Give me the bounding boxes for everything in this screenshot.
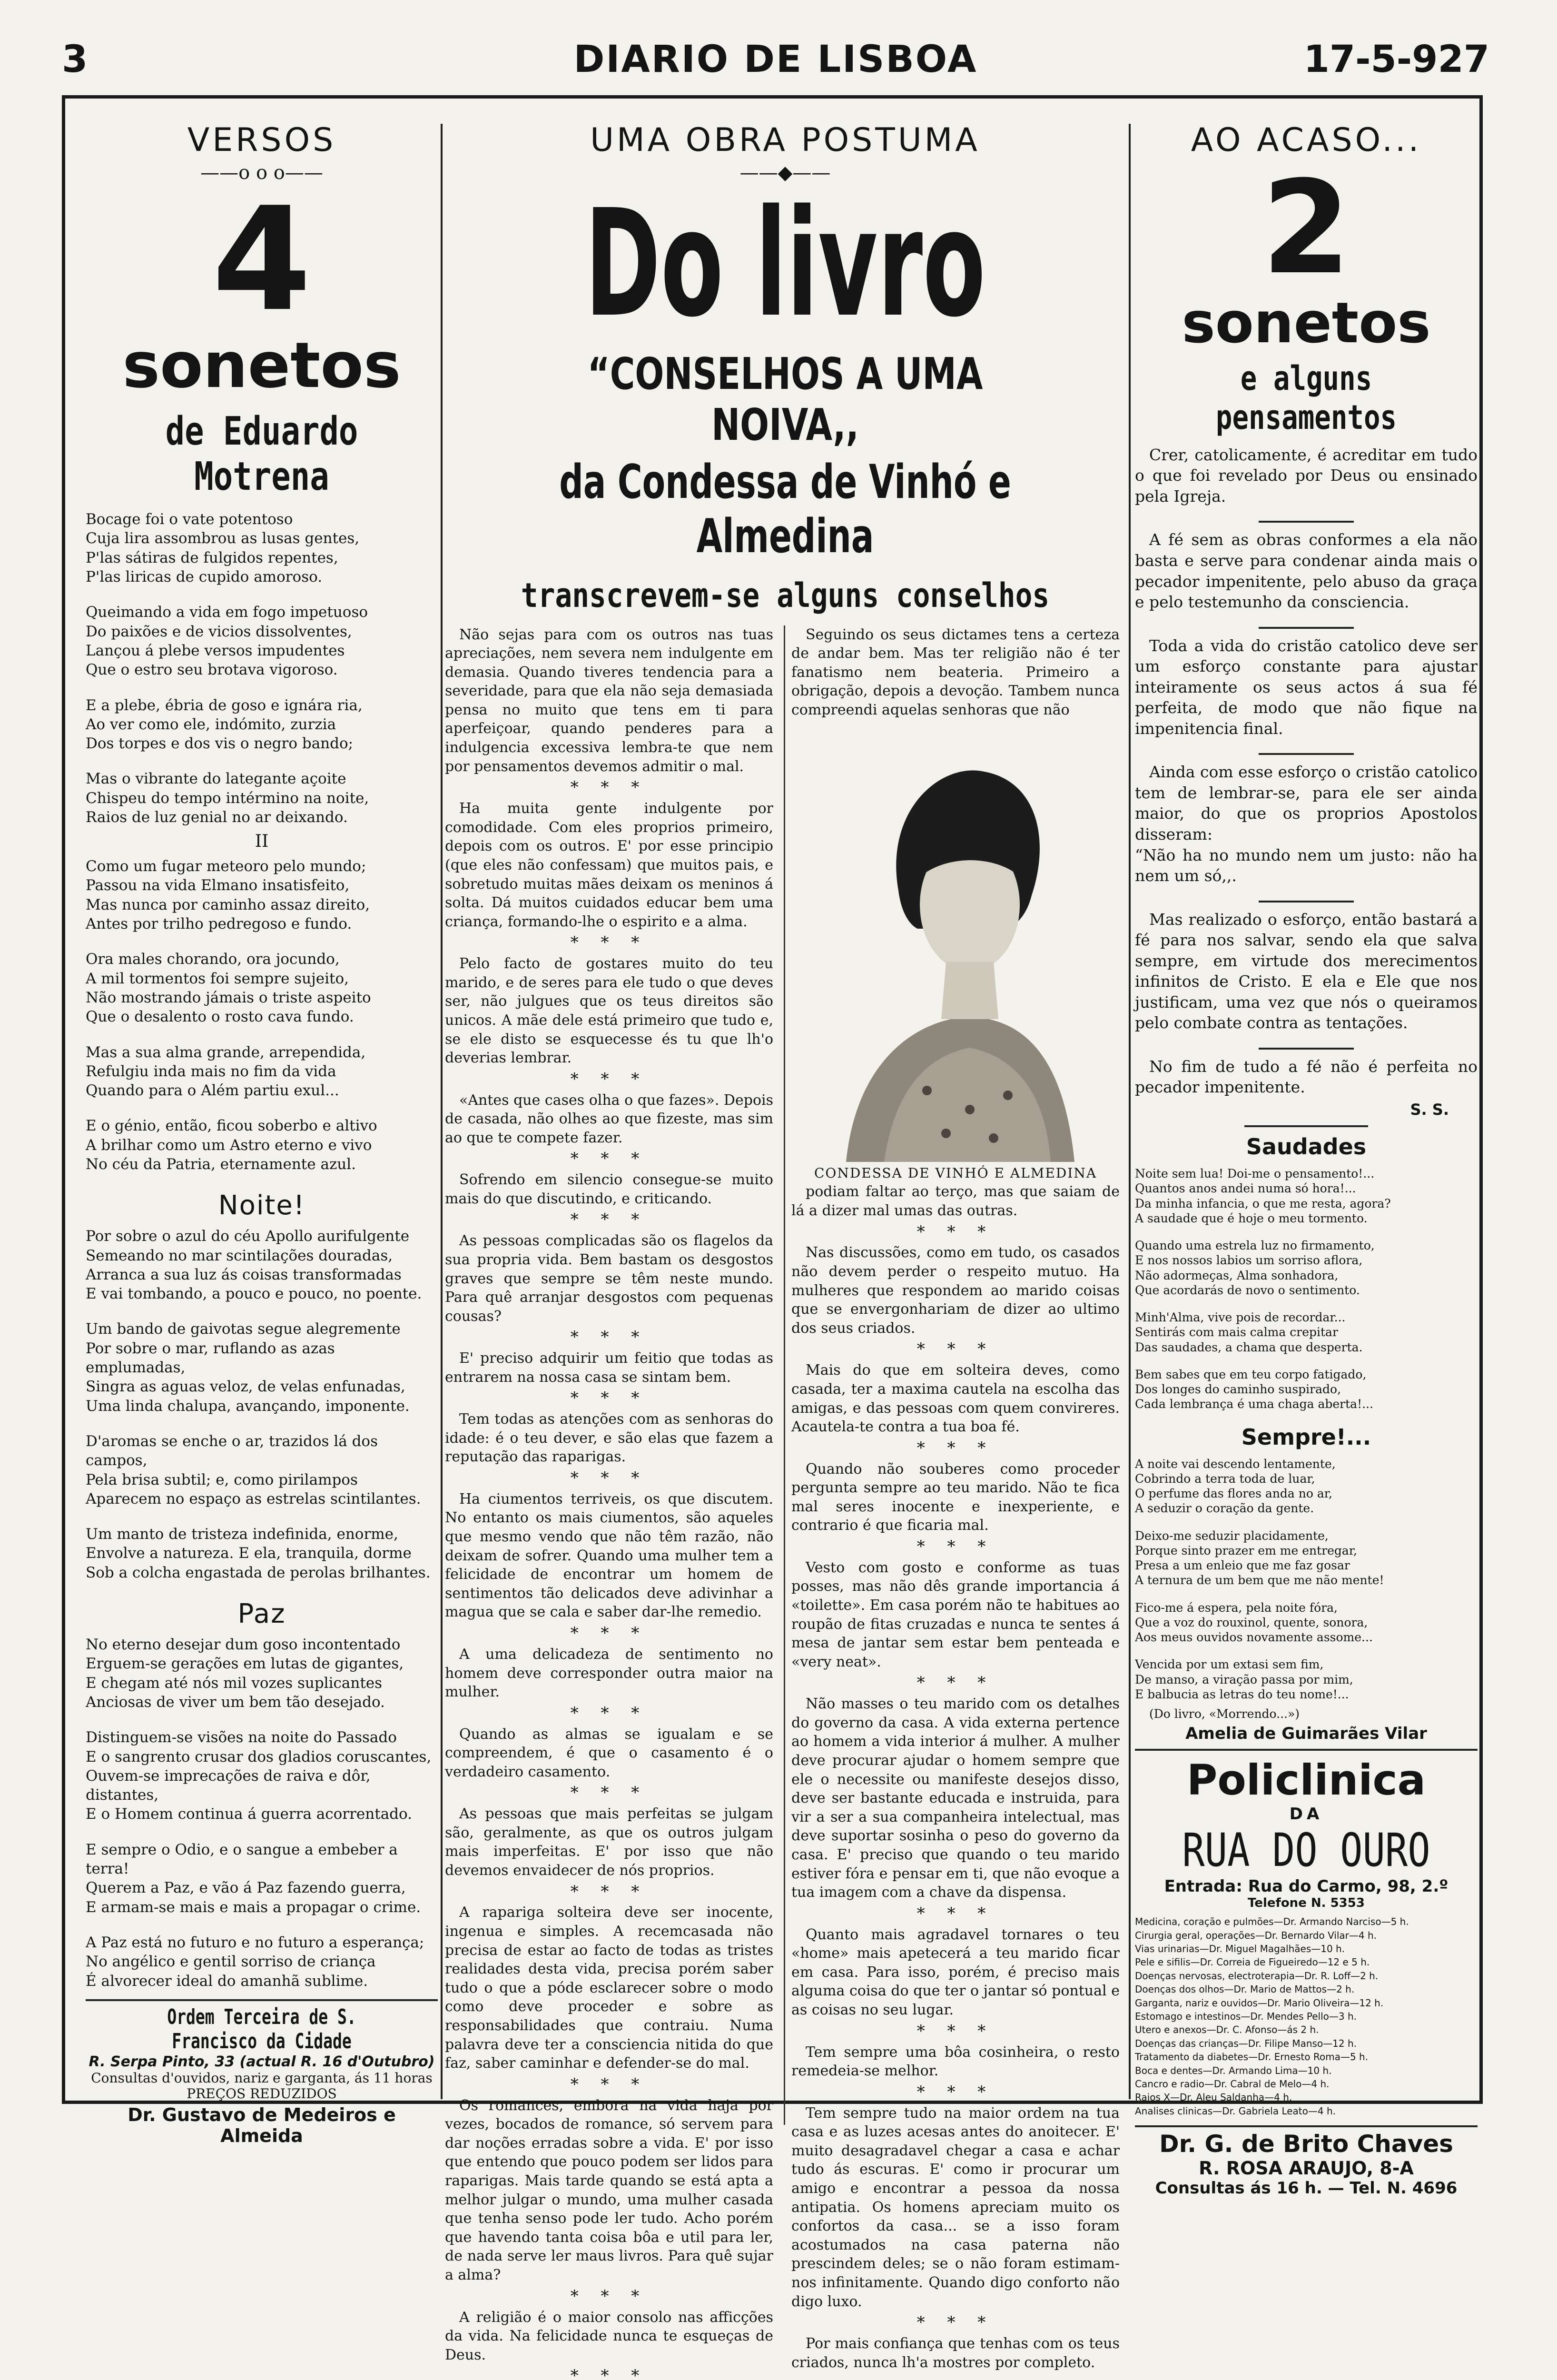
stanza: No eterno desejar dum goso incontentado Erguem-se gerações em lutas de gigantes, E chegam até nós mil vozes suplicantes Anciosas de viver um bem tão desejado. <box>86 1635 438 1712</box>
paragraph: Não sejas para com os outros nas tuas apreciações, nem severa nem indulgente em demasia. Quando tiveres tendencia para a severidade, para que ela não seja demasiada pensa no muito que tens em ti para aperfeiçoar, quando penderes para a indulgencia excessiva lembra-te que nem por pensamentos devemos admitir o mal. <box>445 625 773 776</box>
paragraph: Tem todas as atenções com as senhoras do idade: é o teu dever, e são elas que fazem a reputação das raparigas. <box>445 1410 773 1467</box>
paragraph: As pessoas que mais perfeitas se julgam são, geralmente, as que os outros julgam mais imperfeitas. E' por isso que não devemos envaidecer de nós proprios. <box>445 1805 773 1880</box>
article-column-a <box>445 625 773 2380</box>
separator: * * * <box>445 1327 773 1348</box>
paragraph: Toda a vida do cristão catolico deve ser um esforço constante para ajustar inteiramente os seus actos á sua fé perfeita, de modo que não fique na impenitencia final. <box>1135 635 1478 739</box>
masthead <box>62 33 1489 86</box>
stanza: E o génio, então, ficou soberbo e altivo A brilhar como um Astro eterno e vivo No céu da Patria, eternamente azul. <box>86 1116 438 1174</box>
separator: * * * <box>791 1438 1120 1459</box>
separator: * * * <box>445 2074 773 2095</box>
ordem-terceira-ad <box>86 1999 438 2146</box>
paragraph: Quando as almas se igualam e se compreendem, é que o casamento é o verdadeiro casamento. <box>445 1725 773 1782</box>
paragraph: As pessoas complicadas são os flagelos da sua propria vida. Bem bastam os desgostos graves que sempre se têm neste mundo. Para quê arranjar desgostos com pequenas cousas? <box>445 1231 773 1326</box>
article-body <box>445 625 1125 2125</box>
right-kicker: AO ACASO... <box>1135 121 1478 159</box>
left-kicker: VERSOS <box>86 121 438 159</box>
left-author: de Eduardo Motrena <box>118 409 406 499</box>
sempre-title: Sempre!... <box>1135 1424 1478 1450</box>
brito-hours: Consultas ás 16 h. — Tel. N. 4696 <box>1135 2179 1478 2198</box>
column-rule-left <box>441 124 443 2099</box>
paragraph: Tem sempre uma bôa cosinheira, o resto remedeia-se melhor. <box>791 2043 1120 2081</box>
paragraph: Não masses o teu marido com os detalhes do governo da casa. A vida externa pertence ao homem a vida interior á mulher. A mulher deve procurar ajudar o homem sempre que ele o necessite ou manifeste desejos disso, deve ser bastante educada e instruida, para vir a ser a sua companheira intelectual, mas deve suportar sosinha o peso do governo da casa. E' preciso que quando o teu marido estiver fóra e pensar em ti, que não evoque a tua imagem com a chave da dispensa. <box>791 1695 1120 1902</box>
paragraph: Nas discussões, como em tudo, os casados não devem perder o respeito mutuo. Ha mulheres que respondem ao marido coisas que se envergonhariam de dizer ao ultimo dos seus criados. <box>791 1243 1120 1338</box>
poem-source: (Do livro, «Morrendo...») <box>1149 1706 1478 1721</box>
stanza: Minh'Alma, vive pois de recordar... Sentirás com mais calma crepitar Das saudades, a chama que desperta. <box>1135 1310 1478 1355</box>
portrait-caption: CONDESSA DE VINHÓ E ALMEDINA <box>791 1165 1120 1182</box>
left-sonetos: sonetos <box>86 331 438 400</box>
right-sonetos: sonetos <box>1135 292 1478 354</box>
paragraph: A rapariga solteira deve ser inocente, ingenua e simples. A recemcasada não precisa de estar ao facto de todas as tristes realidades desta vida, precisa porém saber tudo o que a póde esclarecer sobre o modo como deve proceder e sobre as responsabilidades que contraiu. Numa palavra deve ter a consciencia nitida do que faz, saber caminhar e defender-se do mal. <box>445 1903 773 2073</box>
paragraph: Tem sempre tudo na maior ordem na tua casa e as luzes acesas antes do anoitecer. E' muito desagradavel chegar a casa e achar tudo ás escuras. E' como ir procurar um amigo e encontrar a pessoa da nossa antipatia. Os homens apreciam muito os confortos da casa... se a isso foram acostumados na casa paterna não prescindem deles; se o não foram estimam-nos infinitamente. Quando digo conforto não digo luxo. <box>791 2104 1120 2311</box>
list-item: Estomago e intestinos—Dr. Mendes Pello—3 h. <box>1135 2010 1478 2023</box>
poem-bocage <box>86 510 438 1174</box>
countess-portrait <box>827 734 1084 1162</box>
section-numeral: II <box>86 831 438 853</box>
right-subtitle: e alguns pensamentos <box>1166 359 1447 437</box>
stanza: Um bando de gaivotas segue alegremente Por sobre o mar, ruflando as azas emplumadas, Singra as aguas veloz, de velas enfunadas, Uma linda chalupa, avançando, imponente. <box>86 1319 438 1415</box>
paragraph: Ha ciumentos terriveis, os que discutem. No entanto os mais ciumentos, são aqueles que mesmo vendo que não têm razão, não deixam de sofrer. Quando uma mulher tem a felicidade de encontrar um homem de sentimentos tão delicados deve adivinhar a magua que se cala e saber dar-lhe remedio. <box>445 1490 773 1622</box>
stanza: A noite vai descendo lentamente, Cobrindo a terra toda de luar, O perfume das flores anda no ar, A seduzir o coração da gente. <box>1135 1457 1478 1516</box>
stanza: Um manto de tristeza indefinida, enorme, Envolve a natureza. E ela, tranquila, dorme Sob a colcha engastada de perolas brilhantes. <box>86 1525 438 1582</box>
stanza: Distinguem-se visões na noite do Passado E o sangrento crusar dos gladios coruscantes, Ouvem-se imprecações de raiva e dôr, distantes, E o Homem continua á guerra acorrentado. <box>86 1728 438 1824</box>
ad-doctor: Dr. Gustavo de Medeiros e Almeida <box>86 2104 438 2146</box>
separator: * * * <box>445 2286 773 2307</box>
paragraph: Ainda com esse esforço o cristão catolico tem de lembrar-se, para ele ser ainda maior, do que os proprios Apostolos disseram: “Não ha no mundo nem um justo: não ha nem um só,,. <box>1135 762 1478 886</box>
stanza: Bem sabes que em teu corpo fatigado, Dos longes do caminho suspirado, Cada lembrança é uma chaga aberta!... <box>1135 1367 1478 1412</box>
separator: * * * <box>791 1221 1120 1243</box>
right-number: 2 <box>1135 164 1478 292</box>
left-ornament: ——o o o—— <box>86 162 438 184</box>
paragraph: Sofrendo em silencio consegue-se muito mais do que discutindo, e criticando. <box>445 1170 773 1208</box>
main-headline: Do livro <box>574 187 996 342</box>
paragraph: Seguindo os seus dictames tens a certeza de andar bem. Mas ter religião não é ter fanatismo nem beateria. Primeiro a obrigação, depois a devoção. Tambem nunca compreendi aquelas senhoras que não <box>791 625 1120 720</box>
stanza: Como um fugar meteoro pelo mundo; Passou na vida Elmano insatisfeito, Mas nunca por caminho assaz direito, Antes por trilho pedregoso e fundo. <box>86 857 438 933</box>
column-rule-right <box>1129 124 1131 2099</box>
separator: * * * <box>445 1069 773 1090</box>
divider <box>1244 1125 1368 1127</box>
issue-date: 17-5-927 <box>1304 38 1489 81</box>
center-ornament: ——◆—— <box>445 162 1125 184</box>
poem-noite <box>86 1227 438 1582</box>
paragraph: A fé sem as obras conformes a ela não basta e serve para condenar ainda mais o pecador impenitente, pelo abuso da graça e pelo testemunho da consciencia. <box>1135 529 1478 612</box>
separator: * * * <box>445 777 773 798</box>
poem-paz <box>86 1635 438 1991</box>
separator: * * * <box>791 1672 1120 1694</box>
intro-line: transcrevem-se alguns conselhos <box>496 576 1074 615</box>
list-item: Garganta, nariz e ouvidos—Dr. Mario Oliveira—12 h. <box>1135 1996 1478 2010</box>
separator: * * * <box>791 1903 1120 1924</box>
separator: * * * <box>445 932 773 953</box>
stanza: D'aromas se enche o ar, trazidos lá dos campos, Pela brisa subtil; e, como pirilampos Aparecem no espaço as estrelas scintilantes. <box>86 1432 438 1508</box>
list-item: Medicina, coração e pulmões—Dr. Armando Narciso—5 h. <box>1135 1915 1478 1928</box>
stanza: Por sobre o azul do céu Apollo aurifulgente Semeando no mar scintilações douradas, Arranca a sua luz ás coisas transformadas E vai tombando, a pouco e pouco, no poente. <box>86 1227 438 1303</box>
brito-name: Dr. G. de Brito Chaves <box>1135 2130 1478 2158</box>
list-item: Analises clinicas—Dr. Gabriela Leato—4 h. <box>1135 2104 1478 2118</box>
list-item: Cirurgia geral, operações—Dr. Bernardo Vilar—4 h. <box>1135 1929 1478 1942</box>
poem-saudades <box>1135 1166 1478 1412</box>
stanza: Mas o vibrante do lategante açoite Chispeu do tempo intérmino na noite, Raios de luz genial no ar deixando. <box>86 769 438 827</box>
stanza: Vencida por um extasi sem fim, De manso, a viração passa por mim, E balbucia as letras do teu nome!... <box>1135 1657 1478 1702</box>
separator: * * * <box>445 1782 773 1804</box>
policlinica-da: DA <box>1135 1805 1478 1824</box>
paragraph: Mais do que em solteira deves, como casada, ter a maxima cautela na escolha das amigas, e das pessoas com quem convireres. Acautela-te contra a tua boa fé. <box>791 1361 1120 1436</box>
separator: * * * <box>791 1536 1120 1557</box>
left-number: 4 <box>86 188 438 331</box>
separator: * * * <box>445 2365 773 2380</box>
separator: * * * <box>445 1703 773 1724</box>
center-column <box>445 107 1125 2092</box>
list-item: Boca e dentes—Dr. Armando Lima—10 h. <box>1135 2064 1478 2077</box>
noite-title: Noite! <box>86 1190 438 1221</box>
policlinica-phone: Telefone N. 5353 <box>1135 1896 1478 1910</box>
list-item: Cancro e radio—Dr. Cabral de Melo—4 h. <box>1135 2077 1478 2091</box>
signature: S. S. <box>1135 1101 1449 1119</box>
brito-chaves-ad <box>1135 2125 1478 2198</box>
divider <box>1259 1048 1354 1050</box>
stanza: Ora males chorando, ora jocundo, A mil tormentos foi sempre sujeito, Não mostrando jámais o triste aspeito Que o desalento o rosto cava fundo. <box>86 950 438 1026</box>
divider <box>1259 521 1354 523</box>
paragraph: «Antes que cases olha o que fazes». Depois de casada, não olhes ao que fizeste, mas sim ao que te compete fazer. <box>445 1091 773 1148</box>
paragraph: Mas realizado o esforço, então bastará a fé para nos salvar, sendo ela que salva sempre, em virtude dos merecimentos infinitos de Cristo. E ela e Ele que nos justificam, uma vez que nós o queiramos pelo combate contra as tentações. <box>1135 909 1478 1033</box>
paragraph: Crer, catolicamente, é acreditar em tudo o que foi revelado por Deus ou ensinado pela Igreja. <box>1135 445 1478 507</box>
separator: * * * <box>445 1881 773 1903</box>
separator: * * * <box>445 1388 773 1409</box>
paragraph: A religião é o maior consolo nas afficções da vida. Na felicidade nunca te esqueças de Deus. <box>445 2308 773 2365</box>
separator: * * * <box>445 1148 773 1170</box>
newspaper-name: DIARIO DE LISBOA <box>62 38 1489 81</box>
paragraph: E' preciso adquirir um feitio que todas as entrarem na nossa casa se sintam bem. <box>445 1349 773 1387</box>
paz-title: Paz <box>86 1598 438 1629</box>
paragraph: Quando não souberes como proceder pergunta sempre ao teu marido. Não te fica mal seres inocente e inexperiente, e contrario é que ficaria mal. <box>791 1460 1120 1535</box>
poem-author: Amelia de Guimarães Vilar <box>1135 1724 1478 1743</box>
saudades-title: Saudades <box>1135 1134 1478 1160</box>
separator: * * * <box>791 2082 1120 2103</box>
pensamentos <box>1135 445 1478 1098</box>
separator: * * * <box>445 1468 773 1489</box>
ad-prices: PREÇOS REDUZIDOS <box>86 2086 438 2102</box>
poem-sempre <box>1135 1457 1478 1722</box>
separator: * * * <box>791 1339 1120 1360</box>
stanza: Noite sem lua! Doi-me o pensamento!... Quantos anos andei numa só hora!... Da minha infancia, o que me resta, agora? A saudade que é hoje o meu tormento. <box>1135 1166 1478 1226</box>
list-item: Doenças dos olhos—Dr. Mario de Mattos—2 h. <box>1135 1983 1478 1996</box>
policlinica-address: Entrada: Rua do Carmo, 98, 2.º <box>1135 1877 1478 1896</box>
stanza: A Paz está no futuro e no futuro a esperança; No angélico e gentil sorriso de criança É alvorecer ideal do amanhã sublime. <box>86 1933 438 1991</box>
ad-address: R. Serpa Pinto, 33 (actual R. 16 d'Outubro) <box>86 2053 438 2070</box>
paragraph: Vesto com gosto e conforme as tuas posses, mas não dês grande importancia á «toilette». Em casa porém não te habitues ao roupão de fitas cruzadas e nunca te sentes á mesa de jantar sem estar bem penteada e «very neat». <box>791 1558 1120 1672</box>
divider <box>1259 901 1354 902</box>
separator: * * * <box>445 1623 773 1644</box>
page-number: 3 <box>62 38 88 81</box>
paragraph: No fim de tudo a fé não é perfeita no pecador impenitente. <box>1135 1056 1478 1098</box>
stanza: E sempre o Odio, e o sangue a embeber a terra! Querem a Paz, e vão á Paz fazendo guerra, E armam-se mais e mais a propagar o crime. <box>86 1840 438 1917</box>
list-item: Doenças das crianças—Dr. Filipe Manso—12 h. <box>1135 2037 1478 2050</box>
list-item: Tratamento da diabetes—Dr. Ernesto Roma—5 h. <box>1135 2050 1478 2063</box>
stanza: Bocage foi o vate potentoso Cuja lira assombrou as lusas gentes, P'las sátiras de fulgidos repentes, P'las liricas de cupido amoroso. <box>86 510 438 586</box>
stanza: E a plebe, ébria de goso e ignára ria, Ao ver como ele, indómito, zurzia Dos torpes e dos vis o negro bando; <box>86 696 438 754</box>
stanza: Fico-me á espera, pela noite fóra, Que a voz do rouxinol, quente, sonora, Aos meus ouvidos novamente assome... <box>1135 1600 1478 1645</box>
book-author: da Condessa de Vinhó e Almedina <box>540 455 1030 564</box>
center-kicker: UMA OBRA POSTUMA <box>445 121 1125 159</box>
policlinica-ad <box>1135 1749 1478 2118</box>
ad-hours: Consultas d'ouvidos, nariz e garganta, ás 11 horas <box>86 2070 438 2086</box>
article-column-rule <box>784 625 785 2125</box>
stanza: Quando uma estrela luz no firmamento, E nos nossos labios um sorriso aflora, Não adormeças, Alma sonhadora, Que acordarás de novo o sentimento. <box>1135 1238 1478 1298</box>
list-item: Vias urinarias—Dr. Miguel Magalhães—10 h. <box>1135 1942 1478 1955</box>
paragraph: Por mais confiança que tenhas com os teus criados, nunca lh'a mostres por completo. <box>791 2334 1120 2372</box>
policlinica-title: Policlinica <box>1135 1755 1478 1805</box>
list-item: Utero e anexos—Dr. C. Afonso—ás 2 h. <box>1135 2023 1478 2036</box>
brito-address: R. ROSA ARAUJO, 8-A <box>1135 2158 1478 2179</box>
book-title: “CONSELHOS A UMA NOIVA,, <box>520 348 1050 450</box>
list-item: Pele e sifilis—Dr. Correia de Figueiredo—12 e 5 h. <box>1135 1955 1478 1969</box>
stanza: Mas a sua alma grande, arrependida, Refulgiu inda mais no fim da vida Quando para o Além partiu exul... <box>86 1043 438 1101</box>
paragraph: podiam faltar ao terço, mas que saiam de lá a dizer mal umas das outras. <box>791 1182 1120 1220</box>
right-column <box>1135 107 1478 2092</box>
article-column-b <box>791 625 1120 2372</box>
paragraph: Ha muita gente indulgente por comodidade. Com eles proprios primeiro, depois com os outros. E' por esse principio (que eles não confessam) que muitos pais, e sobretudo muitas mães deixam os meninos á solta. Dá muitos cuidados educar bem uma criança, formando-lhe o espirito e a alma. <box>445 799 773 931</box>
doctor-list <box>1135 1915 1478 2118</box>
paragraph: Pelo facto de gostares muito do teu marido, e de seres para ele tudo o que deves ser, não julgues que os teus direitos são unicos. A mãe dele está primeiro que tudo e, se ele disto se esquecesse és tu que lh'o deverias lembrar. <box>445 954 773 1068</box>
separator: * * * <box>445 1209 773 1230</box>
left-column <box>86 107 438 2092</box>
paragraph: A uma delicadeza de sentimento no homem deve corresponder outra maior na mulher. <box>445 1645 773 1702</box>
policlinica-name: RUA DO OURO <box>1166 1824 1447 1877</box>
separator: * * * <box>791 2312 1120 2333</box>
list-item: Raios X—Dr. Aleu Saldanha—4 h. <box>1135 2091 1478 2104</box>
ad-name: Ordem Terceira de S. Francisco da Cidade <box>130 2005 394 2053</box>
stanza: Queimando a vida em fogo impetuoso Do paixões e de vicios dissolventes, Lançou á plebe versos impudentes Que o estro seu brotava vigoroso. <box>86 603 438 679</box>
divider <box>1259 627 1354 629</box>
paragraph: Os romances, embora na vida haja por vezes, bocados de romance, só servem para dar noções erradas sobre a vida. E' por isso que entendo que pouco podem ser lidos para raparigas. Mais tarde quando se está apta a melhor julgar o mundo, uma mulher casada que tenha senso pode ler tudo. Acho porém que havendo tanta coisa bôa e util para ler, de nada serve ler maus livros. Para quê sujar a alma? <box>445 2096 773 2285</box>
divider <box>1259 753 1354 755</box>
stanza: Deixo-me seduzir placidamente, Porque sinto prazer em me entregar, Presa a um enleio que me faz gosar A ternura de um bem que me não mente! <box>1135 1528 1478 1588</box>
paragraph: Quanto mais agradavel tornares o teu «home» mais apetecerá a teu marido ficar em casa. Para isso, porém, é preciso mais alguma coisa do que ter o jantar só pontual e as coisas no seu lugar. <box>791 1925 1120 2020</box>
separator: * * * <box>791 2021 1120 2042</box>
list-item: Doenças nervosas, electroterapia—Dr. R. Loff—2 h. <box>1135 1969 1478 1983</box>
